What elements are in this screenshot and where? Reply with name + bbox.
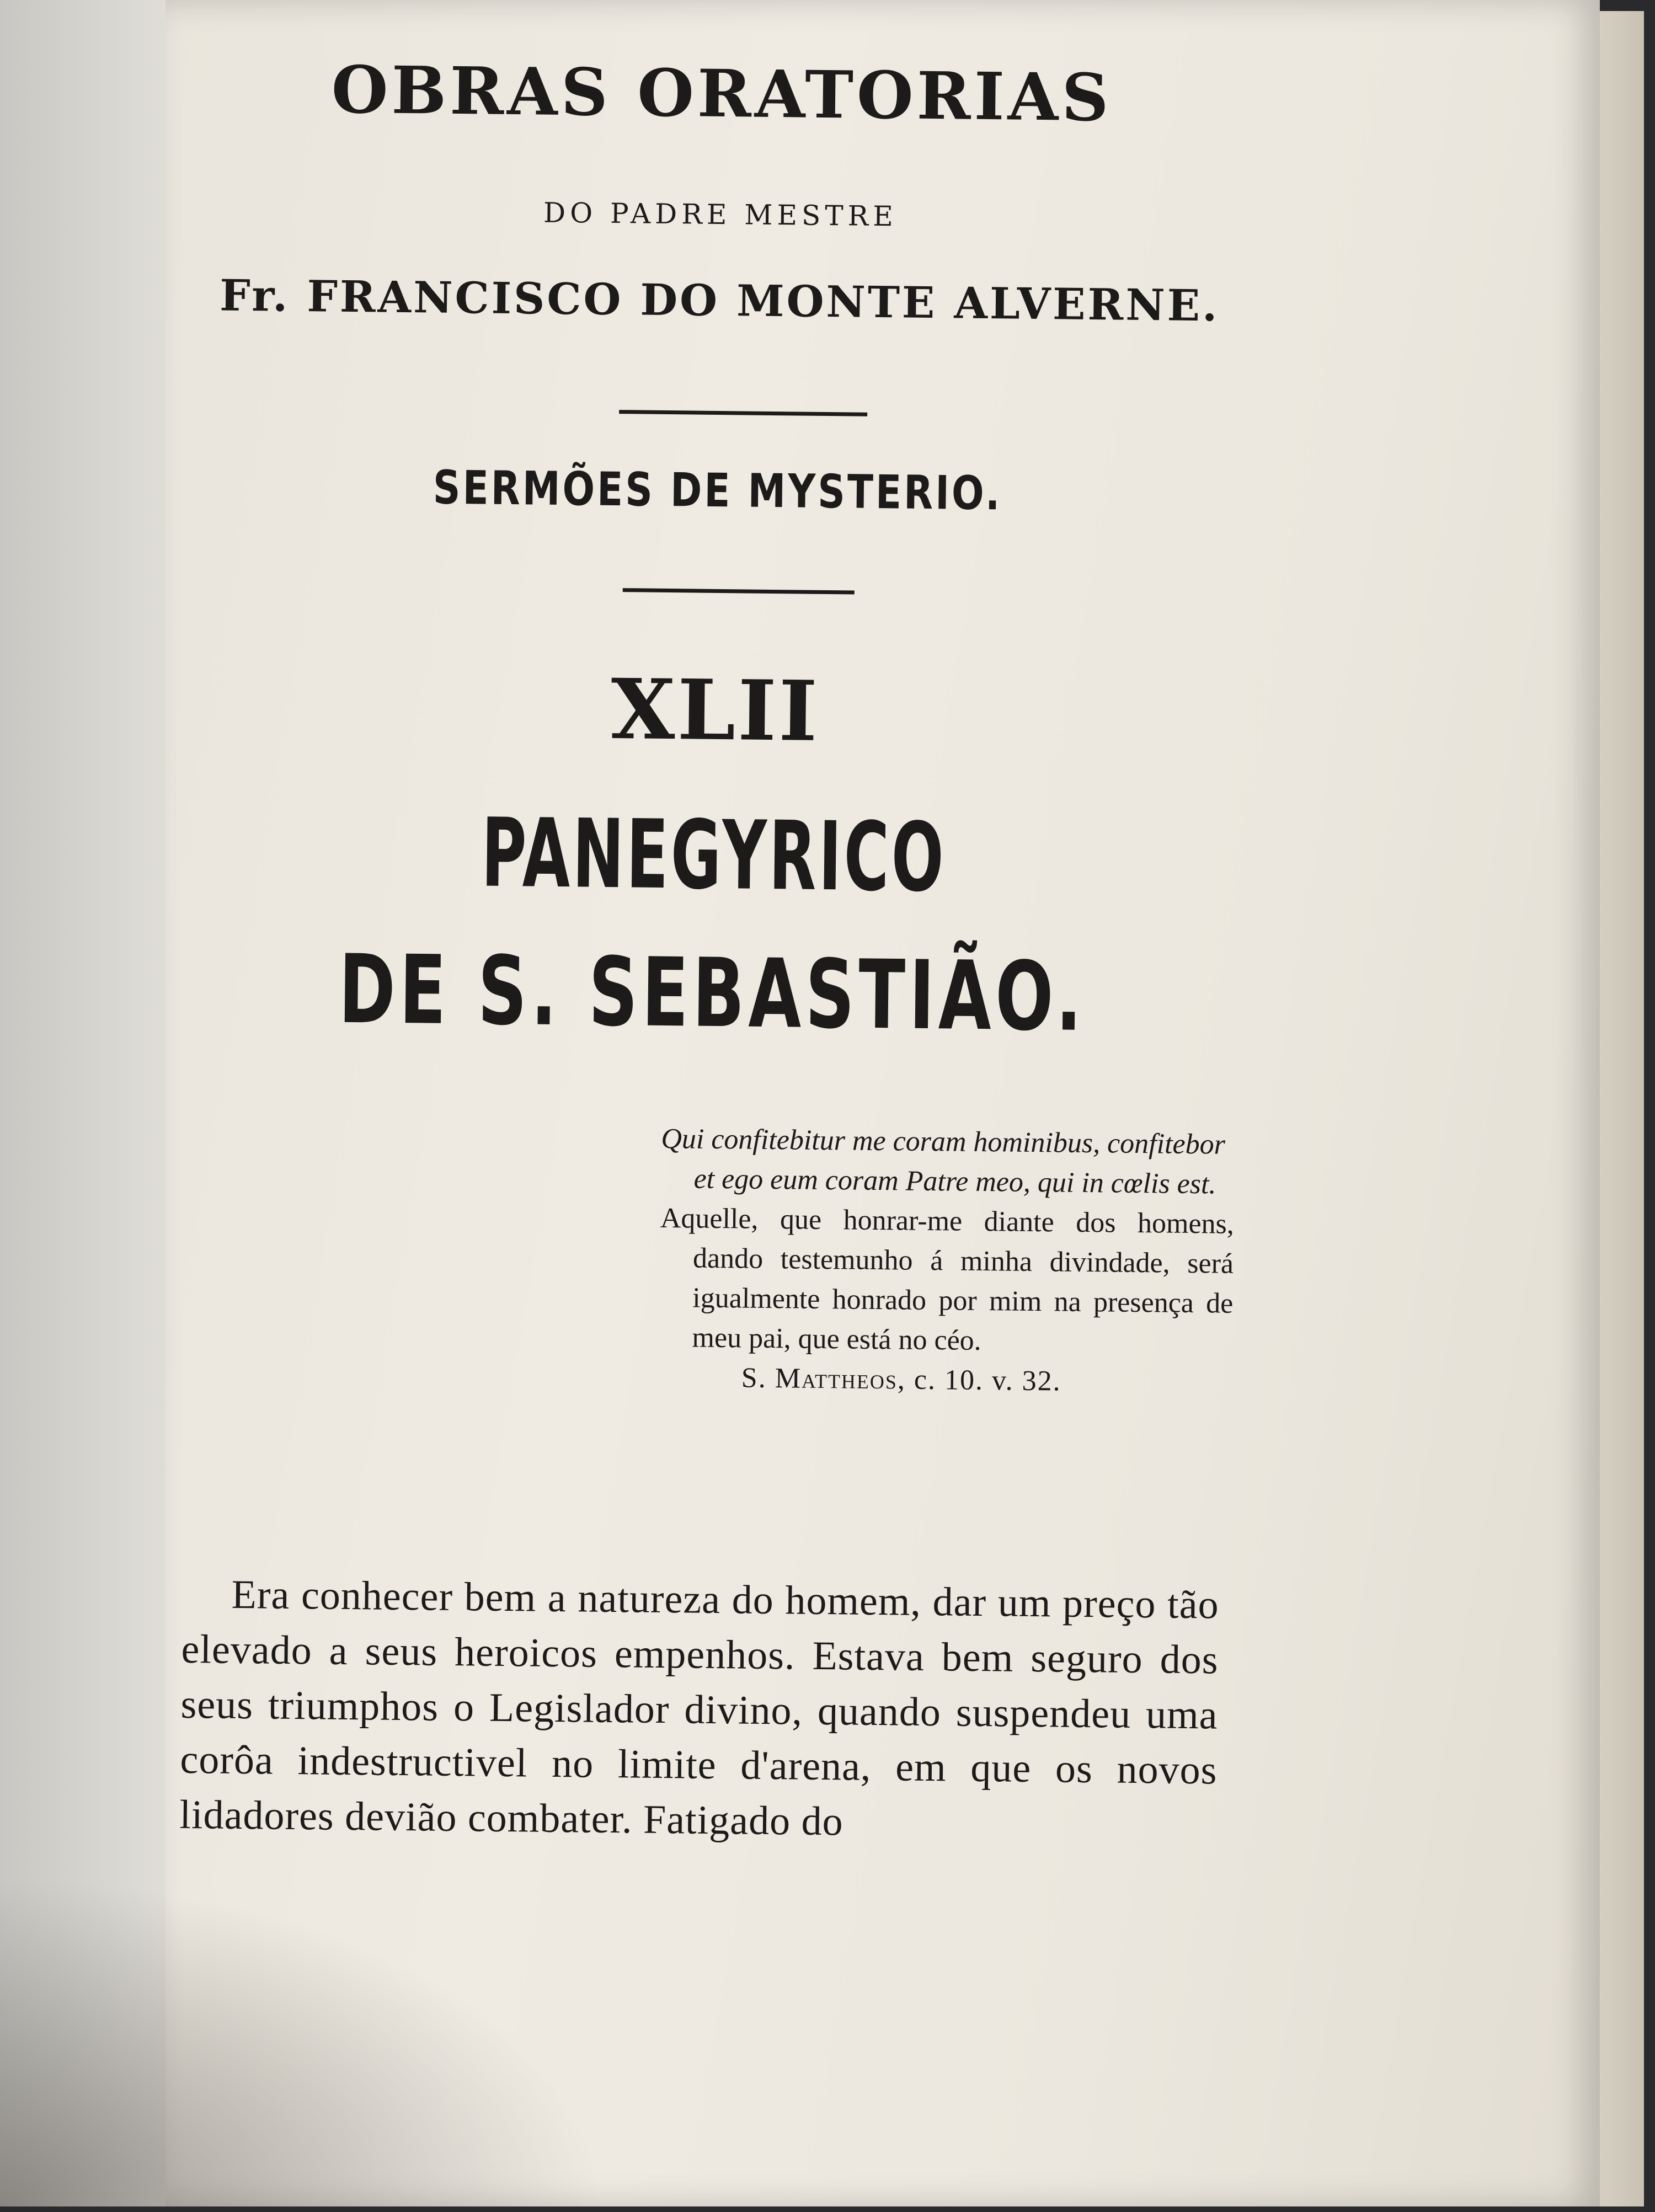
sermon-heading-line-1: PANEGYRICO bbox=[481, 797, 947, 913]
book-subtitle: DO PADRE MESTRE bbox=[543, 196, 898, 233]
sermon-heading-line-2: DE S. SEBASTIÃO. bbox=[338, 933, 1087, 1052]
epigraph-translation: Aquelle, que honrar-me diante dos homens, dando testemunho á minha divindade, será igualmente honrado por mim na presença de meu pai, que está no céo. bbox=[660, 1202, 1235, 1357]
epigraph-latin: Qui confitebitur me coram hominibus, confitebor et ego eum coram Patre meo, qui in cœlis est. bbox=[661, 1123, 1226, 1200]
hand-shadow bbox=[0, 1876, 607, 2206]
book-author: Fr. FRANCISCO DO MONTE ALVERNE. bbox=[219, 270, 1220, 332]
book-title: OBRAS ORATORIAS bbox=[331, 51, 1113, 136]
epigraph-source-name: S. Mattheos bbox=[741, 1362, 898, 1396]
divider-rule-bottom bbox=[623, 588, 855, 594]
section-title: SERMÕES DE MYSTERIO. bbox=[433, 460, 1002, 521]
epigraph bbox=[658, 1119, 1235, 1403]
body-paragraph: Era conhecer bem a natureza do homem, dar um preço tão elevado a seus heroicos empenhos. Estava bem seguro dos seus triumphos o Legislador divino, quando suspendeu uma corôa indestructivel no limite d'arena, em que os novos lidadores devião combater. Fatigado do bbox=[179, 1572, 1220, 1845]
epigraph-source-ref: , c. 10. v. 32. bbox=[897, 1364, 1061, 1397]
divider-rule-top bbox=[619, 410, 867, 416]
sermon-number: XLII bbox=[610, 660, 820, 760]
epigraph-source bbox=[658, 1358, 1232, 1403]
